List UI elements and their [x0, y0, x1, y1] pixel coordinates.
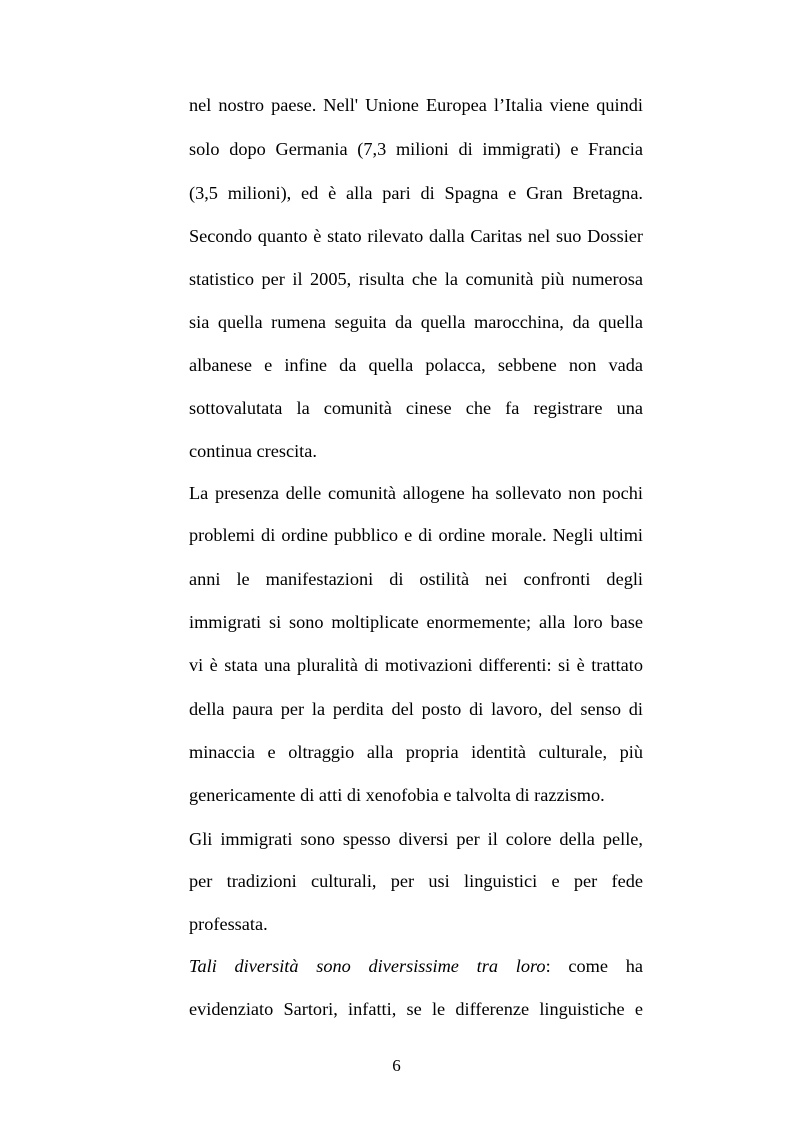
body-text-line: sottovalutata la comunità cinese che fa registrare una — [189, 398, 643, 418]
italic-quote: Tali diversità sono diversissime tra loro — [189, 956, 546, 976]
body-text-line: professata. — [189, 914, 268, 934]
body-text-line: problemi di ordine pubblico e di ordine morale. Negli ultimi — [189, 525, 643, 545]
body-text-line: della paura per la perdita del posto di lavoro, del senso di — [189, 699, 643, 719]
line-continuation: : come ha — [545, 956, 643, 976]
body-text-line-mixed — [189, 953, 643, 979]
body-text-line: vi è stata una pluralità di motivazioni differenti: si è trattato — [189, 655, 643, 675]
body-text-line: albanese e infine da quella polacca, sebbene non vada — [189, 355, 643, 375]
body-text-line: minaccia e oltraggio alla propria identità culturale, più — [189, 742, 643, 762]
body-text-line: sia quella rumena seguita da quella marocchina, da quella — [189, 312, 643, 332]
body-text-line: Gli immigrati sono spesso diversi per il colore della pelle, — [189, 829, 643, 849]
body-text-line: continua crescita. — [189, 441, 317, 461]
body-text-line: immigrati si sono moltiplicate enormemente; alla loro base — [189, 612, 643, 632]
body-text-line: La presenza delle comunità allogene ha sollevato non pochi — [189, 483, 643, 503]
body-text-line: (3,5 milioni), ed è alla pari di Spagna e Gran Bretagna. — [189, 183, 643, 203]
body-text-line: statistico per il 2005, risulta che la comunità più numerosa — [189, 269, 643, 289]
body-text-line: per tradizioni culturali, per usi linguistici e per fede — [189, 871, 643, 891]
body-text-line: anni le manifestazioni di ostilità nei confronti degli — [189, 569, 643, 589]
page-number: 6 — [392, 1056, 401, 1075]
body-text-line: evidenziato Sartori, infatti, se le differenze linguistiche e — [189, 999, 643, 1019]
body-text-line: genericamente di atti di xenofobia e talvolta di razzismo. — [189, 785, 605, 805]
body-text-line: Secondo quanto è stato rilevato dalla Caritas nel suo Dossier — [189, 226, 643, 246]
body-text-line: solo dopo Germania (7,3 milioni di immigrati) e Francia — [189, 139, 643, 159]
body-text-line: nel nostro paese. Nell' Unione Europea l’Italia viene quindi — [189, 95, 643, 115]
